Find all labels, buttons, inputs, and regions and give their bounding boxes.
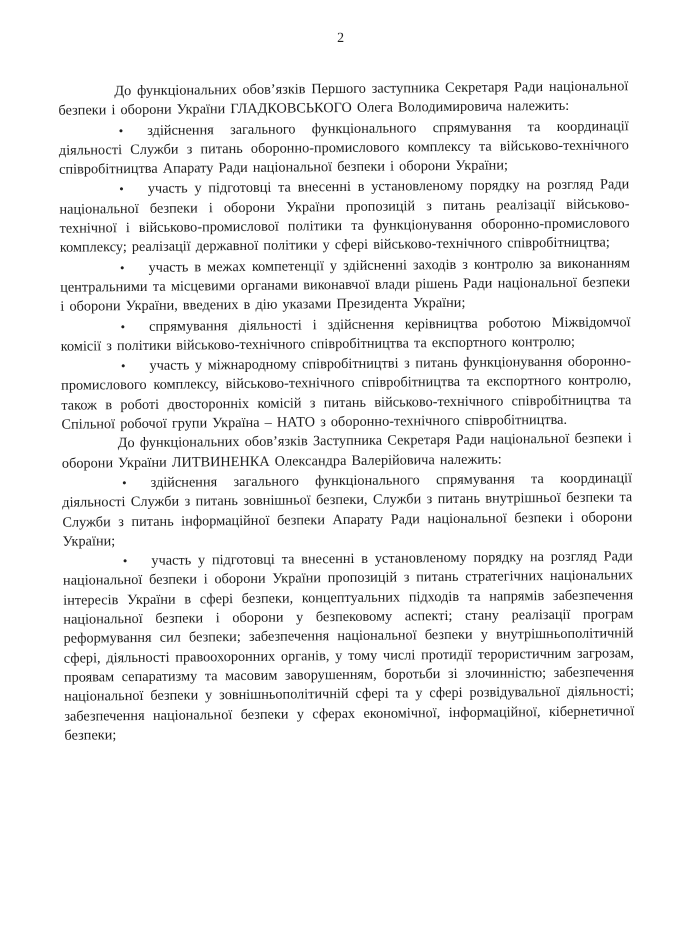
bullet-item — [61, 351, 632, 435]
paragraph-text: До функціональних обов’язків Першого заступника Секретаря Ради національної безпеки і оборони України ГЛАДКОВСЬКОГО Олега Володимировича належить: — [58, 78, 629, 120]
bullet-icon: • — [122, 475, 127, 491]
bullet-text: участь у міжнародному співробітництві з питань функціонування оборонно-промислового комплексу, військово-технічного співробітництва та експортного контролю, також в роботі двосторонніх комісій з питань військово-технічного співробітництва та Спільної робочої групи Україна – НАТО з оборонно-технічного співробітництва. — [61, 353, 632, 433]
bullet-item — [62, 468, 633, 552]
paragraph-duties-first-deputy — [58, 77, 628, 121]
bullet-text: здійснення загального функціонального спрямування та координації діяльності Служби з питань зовнішньої безпеки, Служби з питань внутрішньої безпеки та Служби з питань інформаційної безпеки Апарату Ради національної безпеки і оборони України; — [62, 470, 633, 550]
bullet-text: участь у підготовці та внесенні в установленому порядку на розгляд Ради національної безпеки і оборони України пропозицій з питань стратегічних національних інтересів України в сфері безпеки, концептуальних підходів та напрямів забезпечення національної безпеки і оборони у безпековому аспекті; стану реалізації програм реформування сил безпеки; забезпечення національної безпеки у внутрішньополітичній сфері, діяльності правоохоронних органів, у тому числі протидії терористичним загрозам, проявам сепаратизму та масовим заворушенням, боротьби зі злочинністю; забезпечення національної безпеки у зовнішньополітичній сфері та у сфері розвідувальної діяльності; забезпечення національної безпеки у сферах економічної, інформаційної, кібернетичної безпеки; — [62, 548, 635, 744]
bullet-icon: • — [118, 122, 124, 138]
bullet-item — [63, 546, 635, 745]
bullet-item — [60, 312, 630, 357]
bullet-icon: • — [119, 259, 125, 275]
bullet-icon: • — [120, 358, 126, 374]
bullet-text: спрямування діяльності і здійснення керівництва роботою Міжвідомчої комісії з політики військово-технічного співробітництва та експортного контролю; — [60, 313, 631, 355]
document-body — [58, 77, 634, 746]
bullet-icon: • — [120, 318, 126, 334]
page-number: 2 — [336, 30, 345, 47]
bullet-text: здійснення загального функціонального спрямування та координації діяльності Служби з питань оборонно-промислового комплексу та військово-технічного співробітництва Апарату Ради національної безпеки і оборони України; — [58, 117, 629, 178]
paragraph-duties-deputy — [62, 430, 632, 474]
bullet-text: участь у підготовці та внесенні в установленому порядку на розгляд Ради національної безпеки і оборони України пропозицій з питань реалізації військово-технічної і військово-промислової політики та функціонування оборонно-промислового комплексу; реалізації державної політики у сфері військово-технічного співробітництва; — [59, 176, 630, 257]
bullet-icon: • — [122, 553, 128, 569]
bullet-item — [60, 253, 631, 317]
bullet-icon: • — [119, 181, 124, 197]
bullet-text: участь в межах компетенції у здійсненні заходів з контролю за виконанням центральними та місцевими органами виконавчої влади рішень Ради національної безпеки і оборони України, введених в дію указами Президента України; — [60, 254, 631, 315]
paragraph-text: До функціональних обов’язків Заступника Секретаря Ради національної безпеки і оборони України ЛИТВИНЕНКА Олександра Валерійовича належить: — [61, 430, 632, 472]
bullet-item — [59, 116, 630, 180]
bullet-item — [59, 175, 630, 259]
